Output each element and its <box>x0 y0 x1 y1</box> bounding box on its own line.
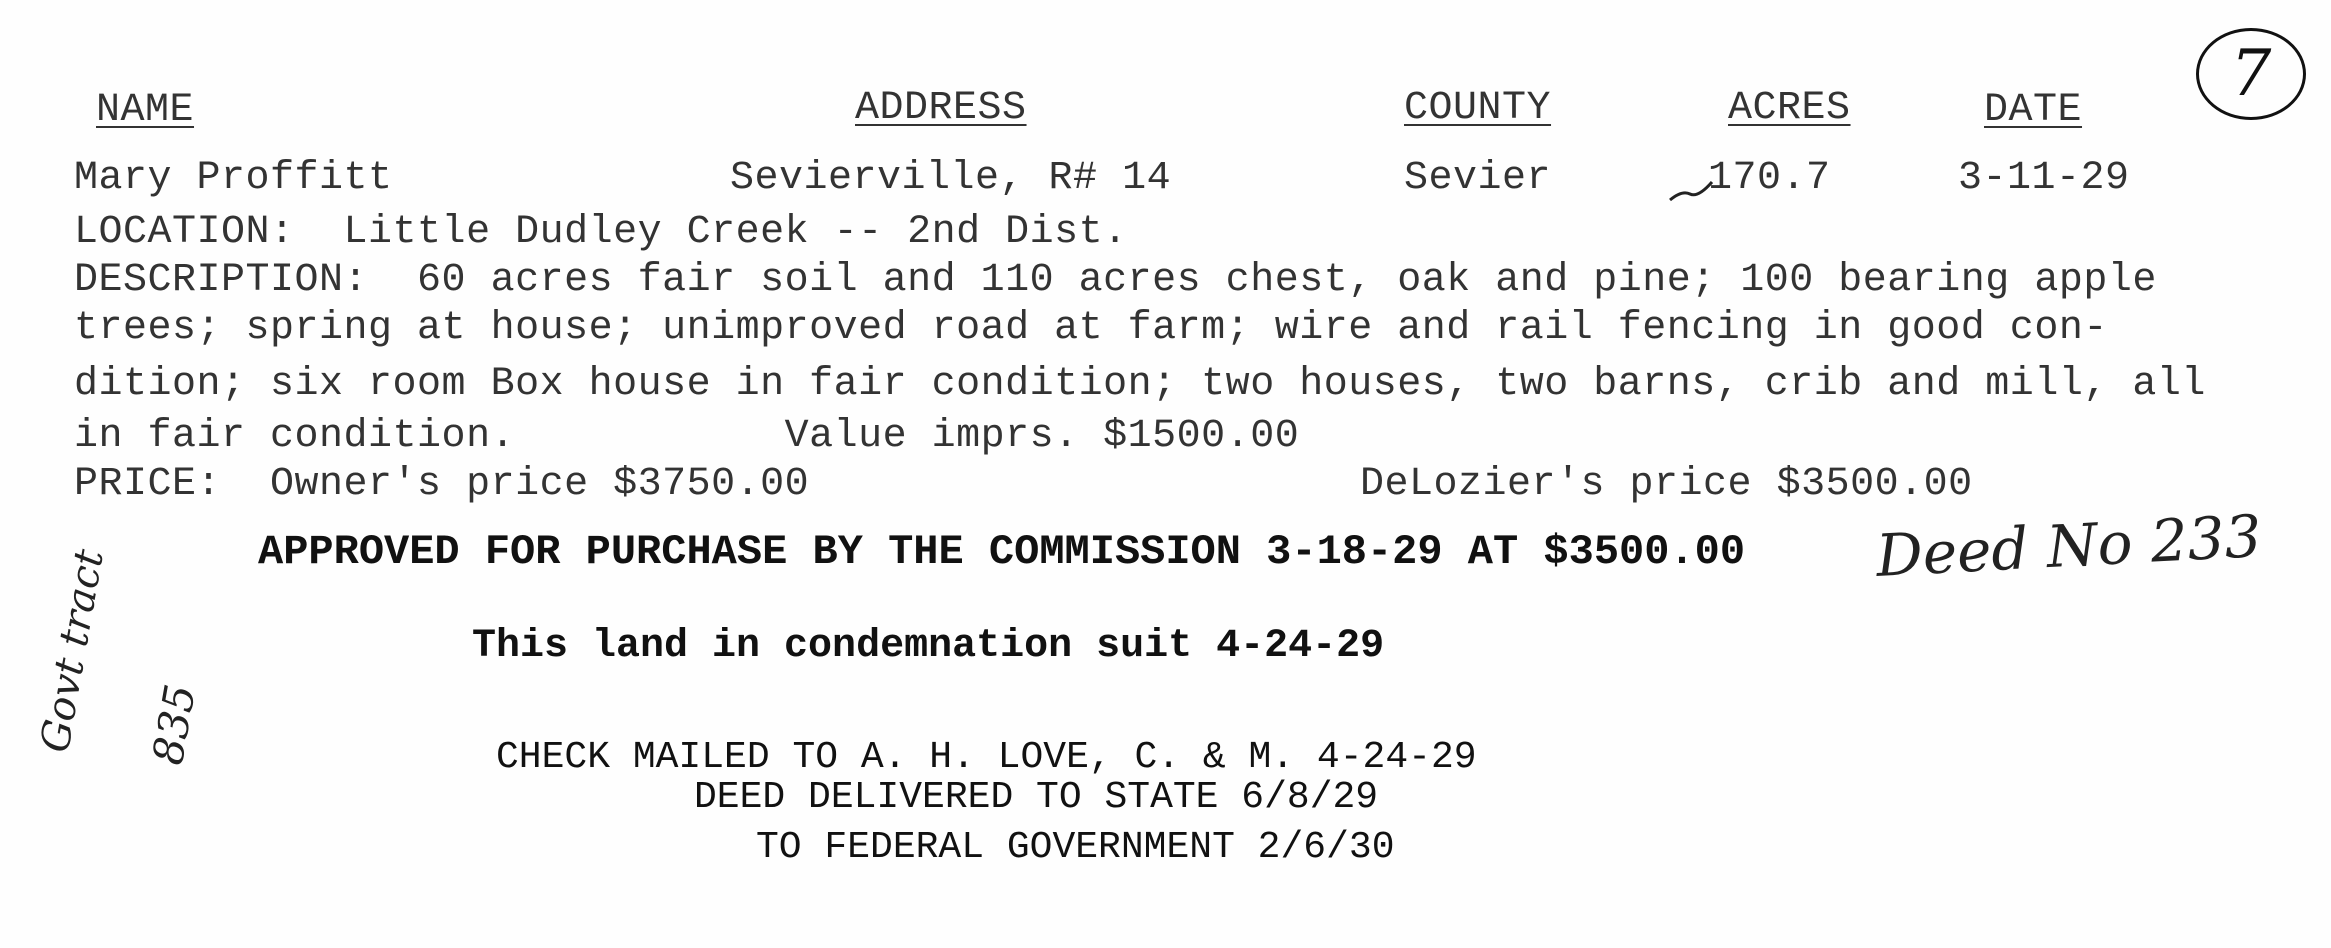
description-line-3: dition; six room Box house in fair condition; two houses, two barns, crib and mill, all <box>74 362 2206 407</box>
margin-note-tract-number: 835 <box>142 680 206 769</box>
record-acres: 170.7 <box>1708 156 1831 201</box>
corner-number: 7 <box>2230 37 2272 111</box>
deed-delivered-stamp: DEED DELIVERED TO STATE 6/8/29 <box>694 776 1379 819</box>
federal-government-stamp: TO FEDERAL GOVERNMENT 2/6/30 <box>756 826 1395 869</box>
header-county: COUNTY <box>1404 86 1552 131</box>
description-line-2: trees; spring at house; unimproved road at farm; wire and rail fencing in good con- <box>74 306 2108 351</box>
deed-number-note: Deed No 233 <box>1874 501 2264 591</box>
check-mailed-stamp: CHECK MAILED TO A. H. LOVE, C. & M. 4-24-29 <box>496 736 1477 779</box>
description-line-4: in fair condition. Value imprs. $1500.00 <box>74 414 1300 459</box>
record-address: Sevierville, R# 14 <box>730 156 1172 201</box>
approval-statement: APPROVED FOR PURCHASE BY THE COMMISSION 3-18-29 AT $3500.00 <box>258 528 1746 576</box>
description-line-1: DESCRIPTION: 60 acres fair soil and 110 acres chest, oak and pine; 100 bearing apple <box>74 258 2157 303</box>
acres-check-mark <box>1668 174 1716 204</box>
location-line: LOCATION: Little Dudley Creek -- 2nd Dist. <box>74 210 1128 255</box>
corner-number-circle <box>2196 28 2306 120</box>
header-acres: ACRES <box>1728 86 1851 131</box>
header-name: NAME <box>96 88 195 133</box>
delozier-price: DeLozier's price $3500.00 <box>1360 462 1973 507</box>
record-date: 3-11-29 <box>1958 156 2130 201</box>
header-address: ADDRESS <box>855 86 1027 131</box>
condemnation-note: This land in condemnation suit 4-24-29 <box>472 624 1385 669</box>
header-date: DATE <box>1984 88 2083 133</box>
margin-note-govt-tract: Govt tract <box>32 546 113 756</box>
record-name: Mary Proffitt <box>74 156 393 201</box>
owner-price: PRICE: Owner's price $3750.00 <box>74 462 810 507</box>
record-county: Sevier <box>1404 156 1552 201</box>
